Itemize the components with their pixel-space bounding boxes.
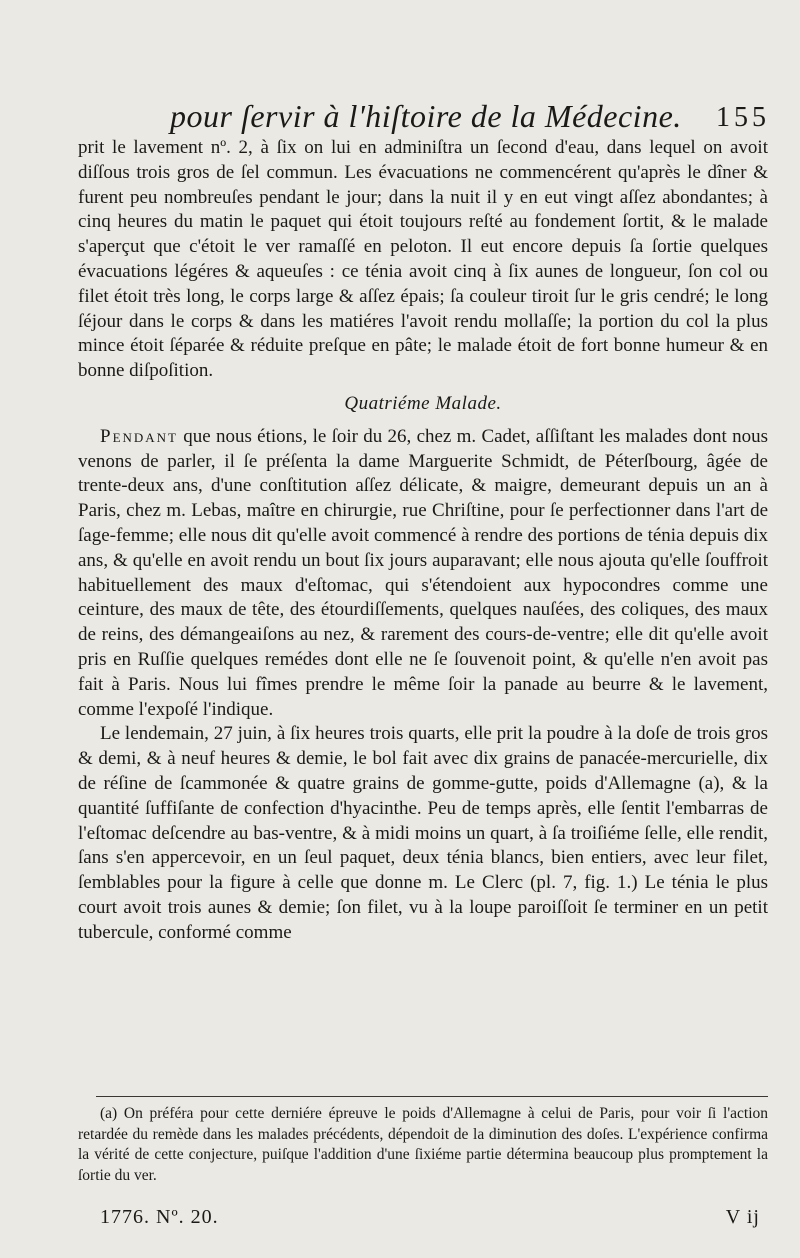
paragraph-body: que nous étions, le ſoir du 26, chez m. Cadet, aſſiſtant les malades dont nous venons de parler, il ſe préſenta la dame Marguerite Schmidt, de Péterſbourg, âgée de trente-deux ans, d'une conſtitution aſſez délicate, & maigre, demeurant depuis un an à Paris, chez m. Lebas, maître en chirurgie, rue Chriſtine, pour ſe perfectionner dans l'art de ſage-femme; elle nous dit qu'elle avoit commencé à rendre des portions de ténia depuis dix ans, & qu'elle en avoit rendu un bout ſix jours auparavant; elle nous ajouta qu'elle ſouffroit habituellement des maux d'eſtomac, qui s'étendoient aux hypocondres comme une ceinture, des maux de tête, des étourdiſſements, quelques nauſées, des coliques, des maux de reins, des démangeaiſons au nez, & rarement des cours-de-ventre; elle dit qu'elle avoit pris en Ruſſie quelques remédes dont elle ne ſe ſouvenoit point, & qu'elle n'en avoit pas fait à Paris. Nous lui fîmes prendre le même ſoir la panade au beurre & le lavement, comme l'expoſé l'indique.	[78, 425, 768, 720]
running-title: pour ſervir à l'hiſtoire de la Médecine.	[170, 98, 682, 134]
signature-mark: V ij	[725, 1206, 760, 1228]
paragraph-continuation: prit le lavement nº. 2, à ſix on lui en adminiſtra un ſecond d'eau, dans lequel on avoit diſſous trois gros de ſel commun. Les évacuations ne commencérent qu'après le dîner & furent peu nombreuſes pendant le jour; dans la nuit il y en eut vingt aſſez abondantes; à cinq heures du matin le paquet qui étoit toujours reſté au fondement ſortit, & le malade s'aperçut que c'étoit le ver ramaſſé en peloton. Il eut encore depuis ſa ſortie quelques évacuations légéres & aqueuſes : ce ténia avoit cinq à ſix aunes de longueur, ſon col ou filet étoit très long, le corps large & aſſez épais; ſa couleur tiroit ſur le gris cendré; le long ſéjour dans le corps & dans les matiéres l'avoit rendu mollaſſe; la portion du col la plus mince étoit ſéparée & réduite preſque en pâte; le malade étoit de fort bonne humeur & en bonne diſpoſition.	[78, 137, 768, 382]
paragraph-next-day: Le lendemain, 27 juin, à ſix heures trois quarts, elle prit la poudre à la doſe de trois gros & demi, & à neuf heures & demie, le bol fait avec dix grains de panacée-mercurielle, dix de réſine de ſcammonée & quatre grains de gomme-gutte, poids d'Allemagne (a), & la quantité ſuffiſante de confection d'hyacinthe. Peu de temps après, elle ſentit l'embarras de l'eſtomac deſcendre au bas-ventre, & à midi moins un quart, à ſa troiſiéme ſelle, elle rendit, ſans s'en appercevoir, en un ſeul paquet, deux ténia blancs, bien entiers, avec leur filet, ſemblables pour la figure à celle que donne m. Le Clerc (pl. 7, fig. 1.) Le ténia le plus court avoit trois aunes & demie; ſon filet, vu à la loupe paroiſſoit ſe terminer en un petit tubercule, conformé comme	[78, 723, 768, 943]
footnote-divider	[96, 1096, 768, 1097]
issue-mark: 1776. Nº. 20.	[100, 1206, 219, 1228]
page-number: 155	[716, 102, 770, 133]
footnote-text: (a) On préféra pour cette derniére épreuve le poids d'Allemagne à celui de Paris, pour voir ſi l'action retardée du remède dans les malades précédents, dépendoit de la diminution des doſes. L'expérience confirma la vérité de cette conjecture, puiſque l'addition d'une ſixiéme partie détermina beaucoup plus promptement la ſortie du ver.	[78, 1105, 768, 1184]
paragraph-fourth-patient	[78, 425, 768, 723]
page-header	[160, 98, 770, 138]
paragraph-lead-word: Pendant	[100, 425, 179, 447]
footnote	[78, 1104, 768, 1186]
section-heading: Quatriéme Malade.	[344, 392, 502, 414]
main-text	[78, 136, 768, 946]
page-footer	[100, 1206, 760, 1236]
